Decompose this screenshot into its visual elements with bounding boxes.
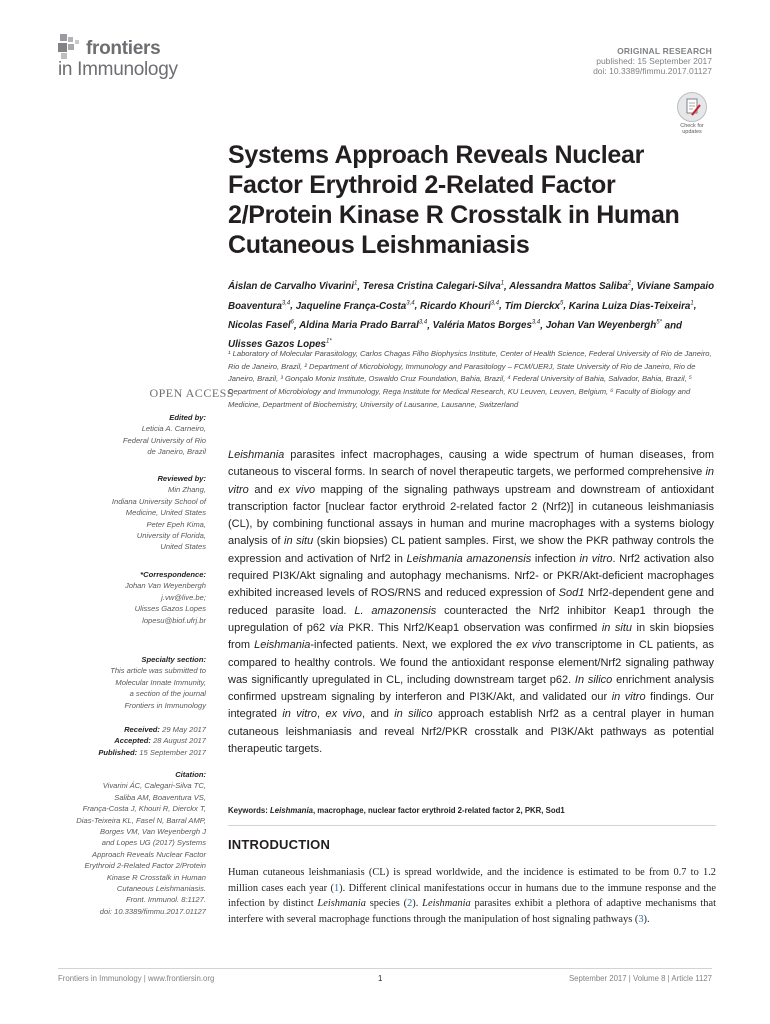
specialty-section xyxy=(70,654,206,711)
text-line: Peter Epeh Kima, xyxy=(146,519,206,529)
published-date-side: Published: 15 September 2017 xyxy=(98,747,206,757)
text-line: This article was submitted to xyxy=(110,666,206,676)
edited-by-text xyxy=(70,423,206,457)
text-run: findings. Our integrated xyxy=(228,691,715,721)
author-name[interactable]: Jaqueline França-Costa$^{3,4}$ xyxy=(295,300,415,312)
citation-section xyxy=(70,769,206,917)
text-run: via xyxy=(329,621,344,634)
text-run: Leishmania amazonensis xyxy=(406,552,532,565)
text-line: Medicine, United States xyxy=(125,508,206,518)
author-name[interactable]: Aldina Maria Prado Barral$^{3,4}$ xyxy=(299,319,428,331)
text-line: Vivarini ÁC, Calegari-Silva TC, xyxy=(102,781,206,791)
dates-section xyxy=(70,724,206,758)
check-updates-label: Check for updates xyxy=(680,123,704,135)
text-run: L. amazonensis xyxy=(354,604,437,617)
author-name[interactable]: Ricardo Khouri$^{3,4}$ xyxy=(420,300,500,312)
text-line: Saliba AM, Boaventura VS, xyxy=(114,792,206,802)
text-run: enrichment analysis confirmed upstream signaling by interferon and PI3K/Akt, and validated our xyxy=(228,673,714,704)
text-line: and Lopes UG (2017) Systems xyxy=(101,838,206,848)
text-run: parasites exhibit a plethora of adaptive mechanisms that interfere with several macrophage functions through the manipulation of host signaling pathways ( xyxy=(228,898,716,925)
text-run: in vitro xyxy=(611,691,646,704)
text-line: j.vw@live.be; xyxy=(161,592,206,602)
text-run: in vitro xyxy=(282,708,318,721)
text-run: Leishmania xyxy=(317,898,366,909)
text-run: Nrf2-dependent gene and reduced parasite load. xyxy=(228,587,714,617)
article-meta xyxy=(593,46,712,76)
text-line: Leticia A. Carneiro, xyxy=(141,424,206,434)
reference-link[interactable]: 3 xyxy=(638,913,644,925)
introduction-text xyxy=(228,865,716,927)
author-list: Áislan de Carvalho Vivarini$^1$, Teresa Cristina Calegari-Silva$^1$, Alessandra Mattos Saliba$^2$, Viviane Sampaio Boaventura$^{3,4}$, Jaqueline França-Costa$^{3,4}$, Ricardo Khouri$^{3,4}$, Tim Dierckx$^5$, Karina Luiza Dias-Teixeira$^1$, Nicolas Fasel$^6$, Aldina Maria Prado Barral$^{3,4}$, Valéria Matos Borges$^{3,4}$, Johan Van Weyenbergh$^{5*}$ and Ulisses Gazos Lopes$^{1*}$ xyxy=(228,281,715,351)
text-run: in situ xyxy=(284,535,314,548)
specialty-heading: Specialty section: xyxy=(141,655,206,664)
reference-link[interactable]: 2 xyxy=(407,898,413,909)
text-line: França-Costa J, Khouri R, Dierckx T, xyxy=(82,804,206,814)
article-doi[interactable]: doi: 10.3389/fimmu.2017.01127 xyxy=(593,66,712,76)
introduction-heading: INTRODUCTION xyxy=(228,837,331,852)
accepted-date: Accepted: 28 August 2017 xyxy=(114,736,206,746)
footer-divider xyxy=(58,968,712,969)
specialty-text xyxy=(70,665,206,711)
text-line: Frontiers in Immunology xyxy=(124,700,206,710)
text-line: Cutaneous Leishmaniasis. xyxy=(116,884,206,894)
journal-name: in Immunology xyxy=(58,59,178,80)
correspondence-heading: *Correspondence: xyxy=(140,570,206,579)
reviewed-by-heading: Reviewed by: xyxy=(157,474,206,483)
correspondence-text[interactable] xyxy=(70,580,206,626)
footer-issue: September 2017 | Volume 8 | Article 1127 xyxy=(568,974,712,983)
text-line: Johan Van Weyenbergh xyxy=(124,581,206,591)
text-run: ex vivo xyxy=(278,483,316,496)
text-line: Dias-Teixeira KL, Fasel N, Barral AMP, xyxy=(76,815,206,825)
check-for-updates-badge[interactable] xyxy=(673,92,711,136)
author-name[interactable]: Karina Luiza Dias-Teixeira$^1$ xyxy=(568,300,694,312)
author-name[interactable]: Alessandra Mattos Saliba$^2$ xyxy=(509,281,632,293)
article-type: ORIGINAL RESEARCH xyxy=(617,46,712,56)
text-run: infection xyxy=(531,552,580,565)
text-line: doi: 10.3389/fimmu.2017.01127 xyxy=(99,906,206,916)
edited-by-section xyxy=(70,412,206,458)
author-name[interactable]: Nicolas Fasel$^6$ xyxy=(228,319,294,331)
page-number: 1 xyxy=(378,974,383,983)
frontiers-logo-icon xyxy=(58,34,84,62)
keyword-rest: , macrophage, nuclear factor erythroid 2-related factor 2, PKR, Sod1 xyxy=(312,806,565,815)
published-date: published: 15 September 2017 xyxy=(596,56,712,66)
text-run: ex vivo xyxy=(516,639,552,652)
text-run: in skin biopsies from xyxy=(228,621,714,652)
text-run: PKR. This Nrf2/Keap1 observation was confirmed xyxy=(343,621,602,634)
text-run: species ( xyxy=(365,898,408,909)
author-name[interactable]: Johan Van Weyenbergh$^{5*}$ xyxy=(545,319,662,331)
text-line: University of Florida, xyxy=(136,531,206,541)
text-run: approach establish Nrf2 as a central player in human cutaneous leishmaniasis and reveal Nrf2/PKR crosstalk and PI3K/Akt pathways as potential therapeutic targets. xyxy=(228,708,714,756)
footer-journal[interactable]: Frontiers in Immunology | www.frontiersin.org xyxy=(58,974,215,983)
text-run: , xyxy=(317,708,326,721)
text-line: United States xyxy=(160,542,206,552)
citation-heading: Citation: xyxy=(175,770,206,779)
text-run: ). Different clinical manifestations occur in humans due to the immune response and the infection by distinct xyxy=(228,882,716,909)
text-line: Indiana University School of xyxy=(111,496,206,506)
text-line: lopesu@biof.ufrj.br xyxy=(142,615,206,625)
text-line: Federal University of Rio xyxy=(122,435,206,445)
text-line: a section of the journal xyxy=(129,689,206,699)
text-run: in silico xyxy=(394,708,433,721)
text-run: -infected patients. Next, we explored the xyxy=(310,639,517,652)
open-access-label: OPEN ACCESS xyxy=(149,386,234,400)
correspondence-section xyxy=(70,569,206,626)
brand-name: frontiers xyxy=(86,38,161,59)
text-run: ). xyxy=(412,898,423,909)
text-run: Sod1 xyxy=(558,587,585,600)
reference-link[interactable]: 1 xyxy=(333,882,340,894)
author-name[interactable]: Teresa Cristina Calegari-Silva$^1$ xyxy=(362,281,505,293)
text-line: Front. Immunol. 8:1127. xyxy=(125,895,206,905)
author-name[interactable]: Áislan de Carvalho Vivarini$^1$ xyxy=(228,281,358,293)
text-run: mapping of the signaling pathways upstream and downstream of antioxidant transcription factor [nuclear factor erythroid 2-related factor 2 (Nrf2)] in cutaneous leishmaniasis (CL), by combining functional assays in human and murine macrophages with a systems biology analysis of xyxy=(228,483,714,548)
text-run: (skin biopsies) CL patient samples. First, we show the PKR pathway controls the expression and activation of Nrf2 in xyxy=(228,535,714,565)
reviewed-by-text xyxy=(70,484,206,552)
journal-logo[interactable] xyxy=(58,34,228,84)
affiliations: ¹ Laboratory of Molecular Parasitology, Carlos Chagas Filho Biophysics Institute, Center of Health Science, Federal University of Rio de Janeiro, Rio de Janeiro, Brazil, ² Department of Microbiology, Immunology and Parasitology – FCM/UERJ, State University of Rio de Janeiro, Rio de Janeiro, Brazil, ³ Gonçalo Moniz Institute, Oswaldo Cruz Foundation, Bahia, Brazil, ⁴ Federal University of Bahia, Salvador, Bahia, Brazil, ⁵ Department of Microbiology and Immunology, Rega Institute for Medical Research, KU Leuven, Leuven, Belgium, ⁶ Faculty of Biology and Medicine, Department of Biochemistry, University of Lausanne, Lausanne, Switzerland xyxy=(228,349,712,409)
author-name[interactable]: Ulisses Gazos Lopes$^{1*}$ xyxy=(228,338,332,351)
keywords-label: Keywords: xyxy=(228,806,268,815)
text-line: Erythroid 2-Related Factor 2/Protein xyxy=(84,861,206,871)
text-run: . Nrf2 activation also required PI3K/Akt signaling and autophagy mechanisms. Nrf2- or PKR/Akt-deficient macrophages exhibited increased levels of ROS/RNS and reduced expression of xyxy=(228,552,715,600)
received-date: Received: 29 May 2017 xyxy=(124,725,206,734)
text-line: Approach Reveals Nuclear Factor xyxy=(92,849,206,859)
text-run: In silico xyxy=(574,673,613,686)
text-run: ). xyxy=(643,913,650,925)
text-run: transcriptome in CL patients, as compared to healthy controls. We found the antioxidant response element/Nrf2 signaling pathway was significantly upregulated in CL, including downstream target p62. xyxy=(228,639,714,686)
text-line: Ulisses Gazos Lopes xyxy=(134,604,206,614)
abstract xyxy=(228,447,714,758)
check-updates-icon xyxy=(677,92,707,122)
text-run: Human cutaneous leishmaniasis (CL) is spread worldwide, and the incidence is estimated to be from 0.7 to 1.2 million cases each year ( xyxy=(228,867,716,894)
text-run: parasites infect macrophages, causing a wide spectrum of human diseases, from cutaneous to visceral forms. In search of novel therapeutic targets, we performed comprehensive xyxy=(228,449,714,479)
text-line: Molecular Innate Immunity, xyxy=(115,677,206,687)
text-run: , and xyxy=(362,708,395,721)
reviewed-by-section xyxy=(70,473,206,553)
text-run: Leishmania xyxy=(422,898,471,909)
text-line: Min Zhang, xyxy=(168,485,206,495)
author-name[interactable]: Valéria Matos Borges$^{3,4}$ xyxy=(432,319,541,331)
text-run: in vitro xyxy=(579,552,613,565)
text-line: Kinase R Crosstalk in Human xyxy=(106,872,206,882)
edited-by-heading: Edited by: xyxy=(169,413,206,422)
text-run: ex vivo xyxy=(325,708,363,721)
article-title: Systems Approach Reveals Nuclear Factor Erythroid 2-Related Factor 2/Protein Kinase R Crosstalk in Human Cutaneous Leishmaniasis xyxy=(228,141,680,259)
text-line: de Janeiro, Brazil xyxy=(147,447,206,457)
citation-text xyxy=(70,780,206,917)
text-run: Leishmania xyxy=(254,639,311,652)
keyword-first: Leishmania xyxy=(270,806,313,815)
keywords xyxy=(228,806,716,815)
text-run: and xyxy=(248,483,279,496)
author-name[interactable]: Tim Dierckx$^5$ xyxy=(504,300,564,312)
text-line: Borges VM, Van Weyenbergh J xyxy=(100,827,206,837)
text-run: in situ xyxy=(601,621,632,634)
section-divider xyxy=(228,825,716,826)
text-run: Leishmania xyxy=(228,449,285,461)
author-name[interactable]: Viviane Sampaio Boaventura$^{3,4}$ xyxy=(228,281,715,312)
text-run: counteracted the Nrf2 inhibitor Keap1 through the upregulation of p62 xyxy=(228,604,714,634)
text-run: in vitro xyxy=(228,466,714,496)
